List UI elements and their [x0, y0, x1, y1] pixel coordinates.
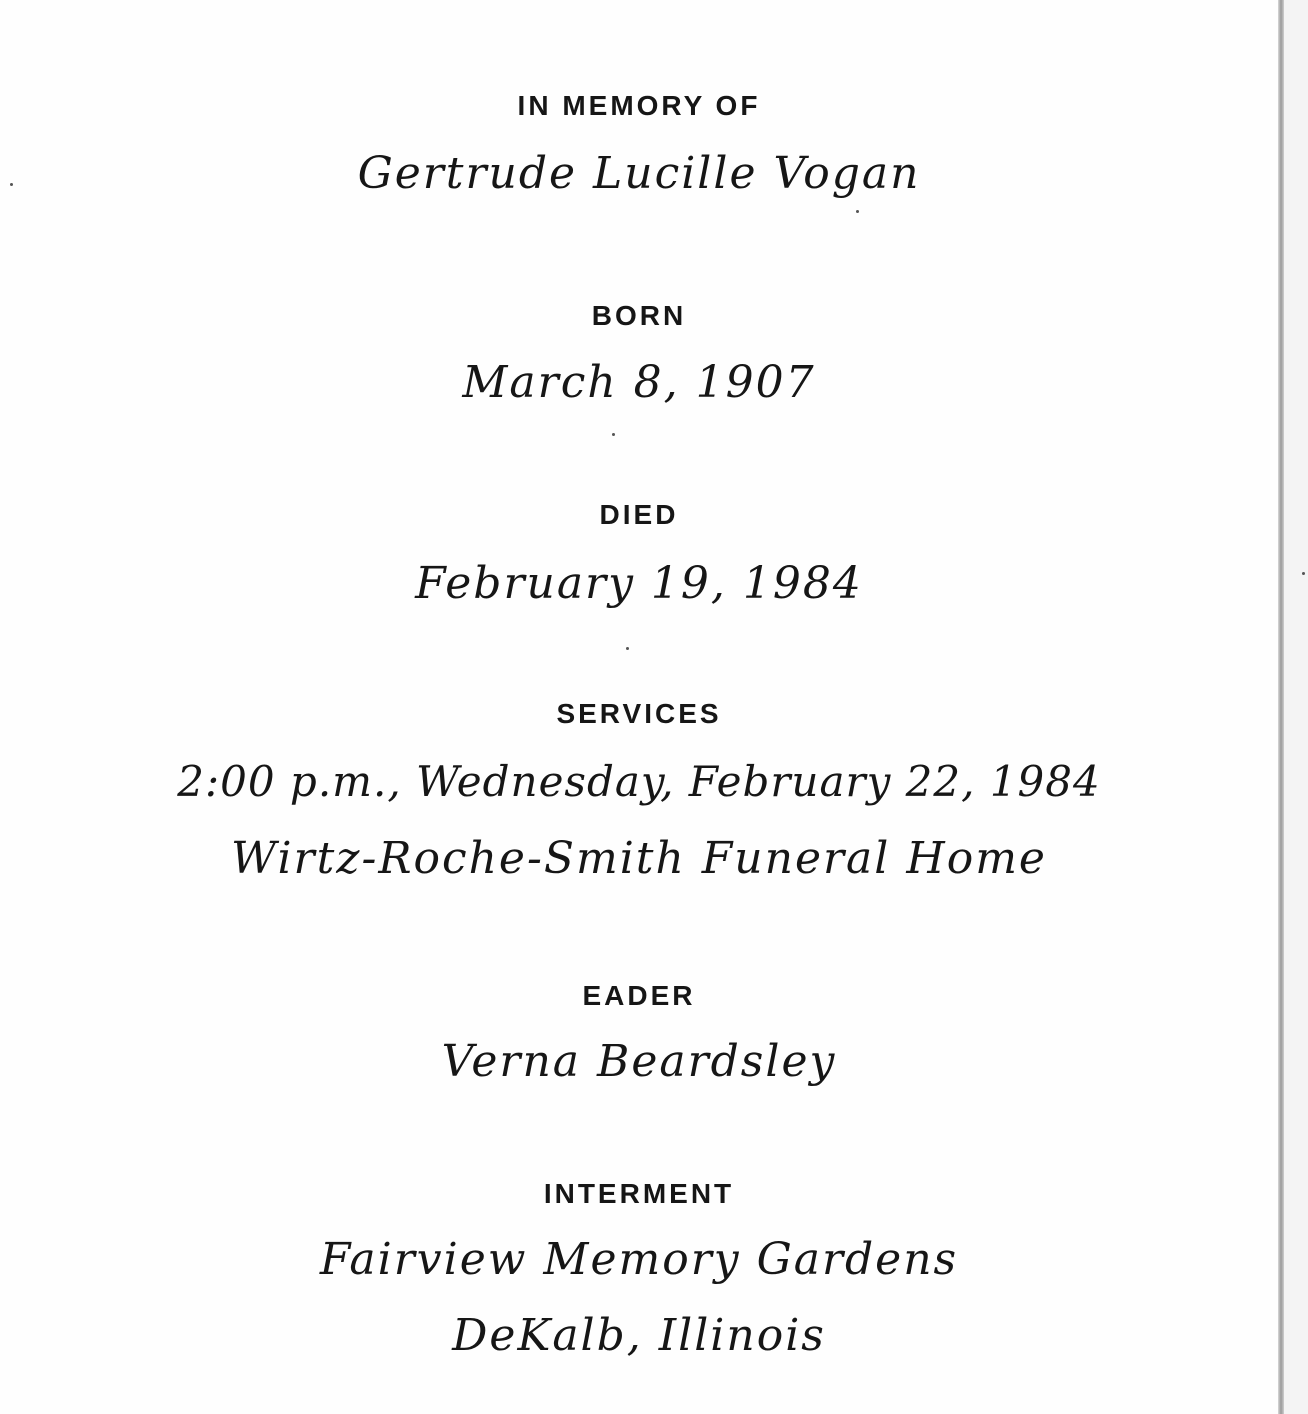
- services-heading: SERVICES: [556, 698, 722, 729]
- paper-speck: [612, 433, 615, 436]
- paper-speck: [856, 210, 859, 213]
- adjacent-page-strip: [1284, 0, 1308, 1414]
- paper-speck: [1302, 572, 1305, 575]
- leader-name: Verna Beardsley: [441, 1036, 837, 1087]
- interment-heading: INTERMENT: [543, 1178, 735, 1209]
- services-place: Wirtz-Roche-Smith Funeral Home: [231, 833, 1047, 884]
- memory-heading: IN MEMORY OF: [517, 90, 761, 121]
- died-heading: DIED: [599, 499, 679, 530]
- paper-speck: [626, 647, 629, 650]
- deceased-name: Gertrude Lucille Vogan: [357, 148, 921, 199]
- died-date: February 19, 1984: [415, 558, 863, 609]
- leader-heading: EADER: [582, 980, 696, 1011]
- born-heading: BORN: [591, 300, 687, 331]
- interment-city: DeKalb, Illinois: [452, 1310, 826, 1361]
- services-time: 2:00 p.m., Wednesday, February 22, 1984: [177, 757, 1101, 806]
- born-date: March 8, 1907: [462, 357, 816, 408]
- interment-place: Fairview Memory Gardens: [319, 1234, 959, 1285]
